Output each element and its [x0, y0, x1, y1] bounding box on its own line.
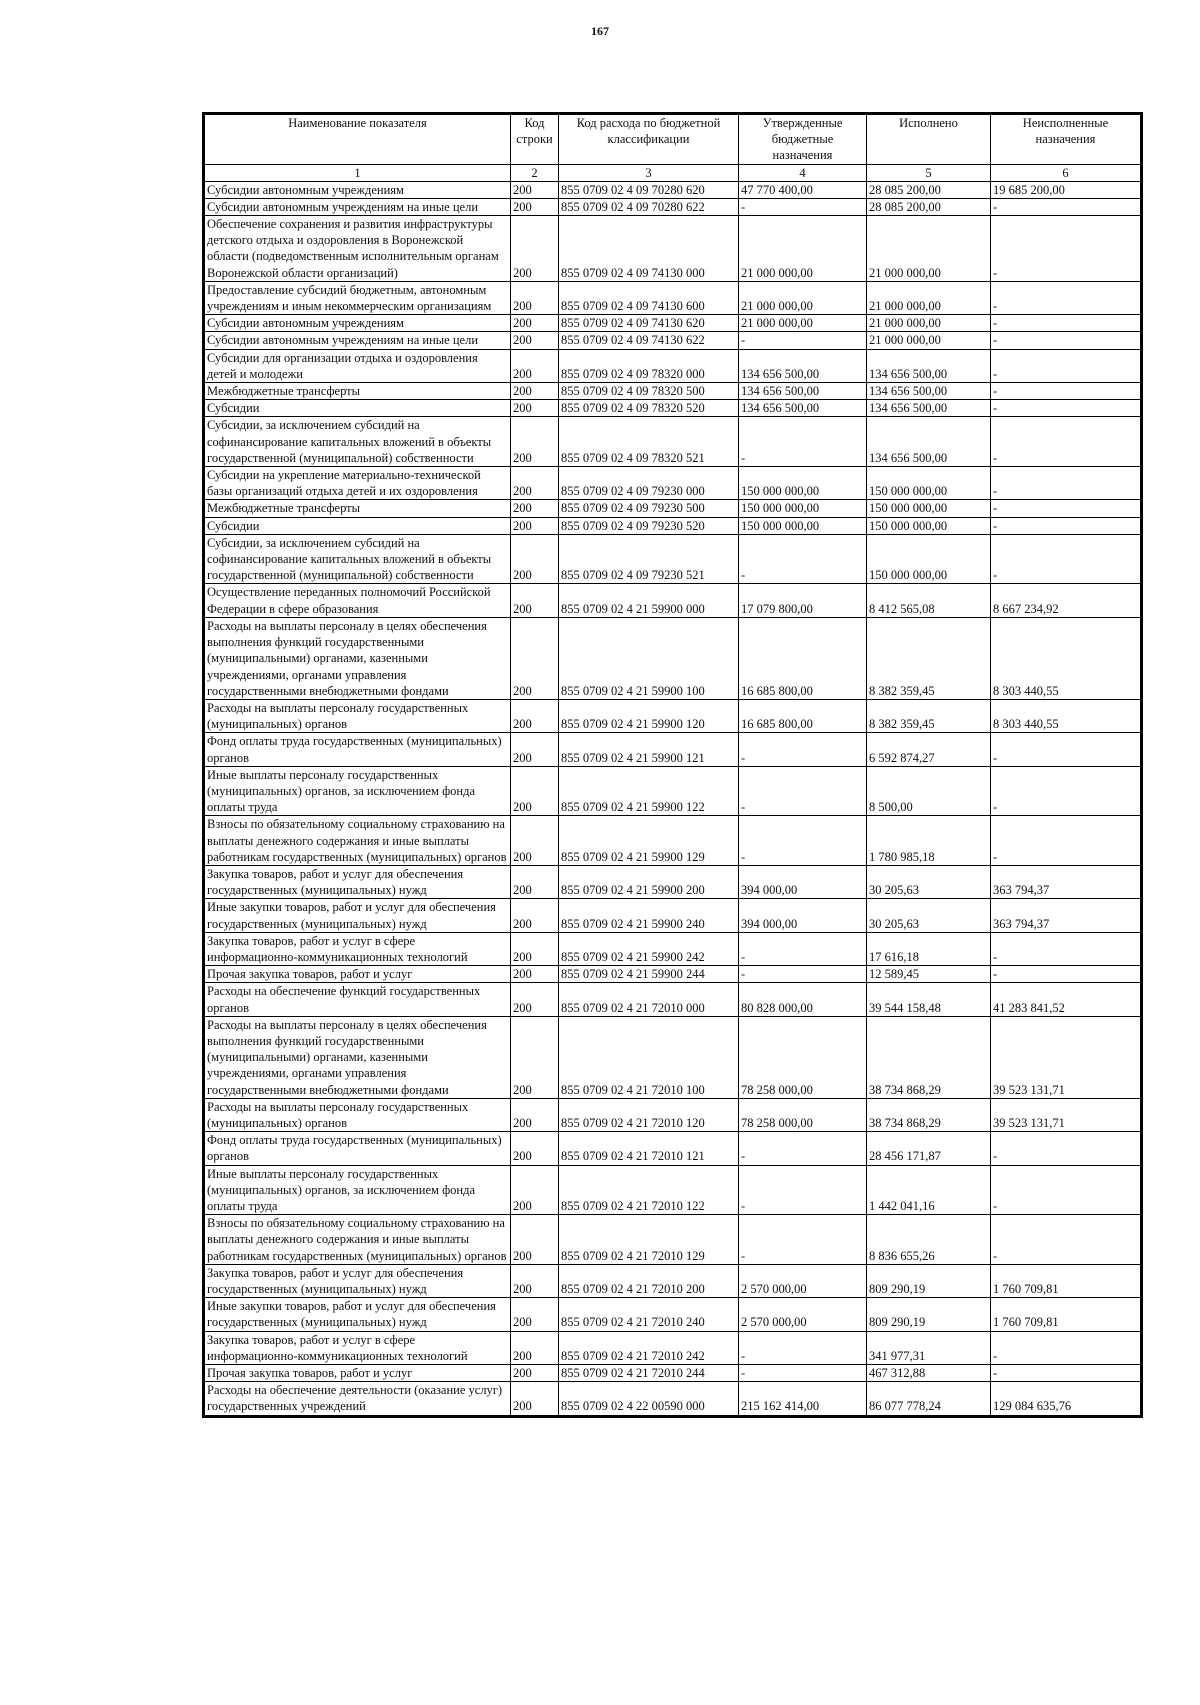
row-name-cell: Субсидии для организации отдыха и оздоровления детей и молодежи — [205, 349, 511, 382]
table-row — [205, 584, 1141, 617]
table-body — [205, 181, 1141, 1415]
table-row — [205, 281, 1141, 314]
row-approved-cell: - — [739, 733, 867, 766]
table-row — [205, 865, 1141, 898]
row-approved-cell: - — [739, 1132, 867, 1165]
row-executed-cell: 1 780 985,18 — [867, 816, 991, 866]
table-row — [205, 332, 1141, 349]
row-executed-cell: 21 000 000,00 — [867, 315, 991, 332]
row-code-cell: 200 — [511, 983, 559, 1016]
header-unexecuted: Неисполненные назначения — [991, 115, 1141, 165]
row-executed-cell: 38 734 868,29 — [867, 1098, 991, 1131]
table-row — [205, 467, 1141, 500]
row-code-cell: 200 — [511, 417, 559, 467]
row-executed-cell: 8 412 565,08 — [867, 584, 991, 617]
row-classification-cell: 855 0709 02 4 09 79230 000 — [559, 467, 739, 500]
row-approved-cell: - — [739, 766, 867, 816]
row-executed-cell: 39 544 158,48 — [867, 983, 991, 1016]
row-code-cell: 200 — [511, 181, 559, 198]
column-number: 5 — [867, 164, 991, 181]
row-executed-cell: 8 836 655,26 — [867, 1215, 991, 1265]
row-code-cell: 200 — [511, 865, 559, 898]
row-approved-cell: 150 000 000,00 — [739, 467, 867, 500]
row-executed-cell: 8 382 359,45 — [867, 699, 991, 732]
row-approved-cell: 16 685 800,00 — [739, 617, 867, 699]
table-row — [205, 198, 1141, 215]
row-approved-cell: 134 656 500,00 — [739, 400, 867, 417]
row-classification-cell: 855 0709 02 4 21 72010 242 — [559, 1331, 739, 1364]
row-code-cell: 200 — [511, 1165, 559, 1215]
table-row — [205, 315, 1141, 332]
table-row — [205, 617, 1141, 699]
row-executed-cell: 809 290,19 — [867, 1298, 991, 1331]
row-code-cell: 200 — [511, 932, 559, 965]
row-classification-cell: 855 0709 02 4 09 74130 622 — [559, 332, 739, 349]
row-executed-cell: 12 589,45 — [867, 966, 991, 983]
row-code-cell: 200 — [511, 584, 559, 617]
row-code-cell: 200 — [511, 1098, 559, 1131]
row-executed-cell: 1 442 041,16 — [867, 1165, 991, 1215]
row-approved-cell: 21 000 000,00 — [739, 281, 867, 314]
row-classification-cell: 855 0709 02 4 22 00590 000 — [559, 1382, 739, 1415]
row-name-cell: Взносы по обязательному социальному страхованию на выплаты денежного содержания и иные выплаты работникам государственных (муниципальных) органов — [205, 1215, 511, 1265]
row-approved-cell: 21 000 000,00 — [739, 315, 867, 332]
row-code-cell: 200 — [511, 733, 559, 766]
row-code-cell: 200 — [511, 1382, 559, 1415]
row-code-cell: 200 — [511, 216, 559, 282]
row-executed-cell: 134 656 500,00 — [867, 383, 991, 400]
row-executed-cell: 341 977,31 — [867, 1331, 991, 1364]
column-number: 4 — [739, 164, 867, 181]
row-approved-cell: 17 079 800,00 — [739, 584, 867, 617]
row-approved-cell: 21 000 000,00 — [739, 216, 867, 282]
row-classification-cell: 855 0709 02 4 21 59900 200 — [559, 865, 739, 898]
row-approved-cell: 150 000 000,00 — [739, 500, 867, 517]
row-unexecuted-cell: 363 794,37 — [991, 899, 1141, 932]
row-classification-cell: 855 0709 02 4 09 74130 600 — [559, 281, 739, 314]
row-classification-cell: 855 0709 02 4 09 74130 000 — [559, 216, 739, 282]
table-row — [205, 1382, 1141, 1415]
row-approved-cell: 150 000 000,00 — [739, 517, 867, 534]
table-row — [205, 181, 1141, 198]
table-row — [205, 383, 1141, 400]
row-classification-cell: 855 0709 02 4 21 59900 100 — [559, 617, 739, 699]
table-row — [205, 1264, 1141, 1297]
row-executed-cell: 28 085 200,00 — [867, 198, 991, 215]
row-name-cell: Субсидии автономным учреждениям — [205, 181, 511, 198]
row-approved-cell: 78 258 000,00 — [739, 1098, 867, 1131]
row-approved-cell: - — [739, 534, 867, 584]
row-classification-cell: 855 0709 02 4 09 74130 620 — [559, 315, 739, 332]
column-number-row — [205, 164, 1141, 181]
row-name-cell: Прочая закупка товаров, работ и услуг — [205, 1365, 511, 1382]
row-name-cell: Расходы на выплаты персоналу государственных (муниципальных) органов — [205, 1098, 511, 1131]
table-row — [205, 699, 1141, 732]
row-unexecuted-cell: - — [991, 1165, 1141, 1215]
table-row — [205, 966, 1141, 983]
row-approved-cell: - — [739, 198, 867, 215]
table-row — [205, 417, 1141, 467]
row-code-cell: 200 — [511, 1264, 559, 1297]
row-code-cell: 200 — [511, 816, 559, 866]
row-classification-cell: 855 0709 02 4 21 72010 000 — [559, 983, 739, 1016]
row-classification-cell: 855 0709 02 4 21 59900 121 — [559, 733, 739, 766]
header-approved: Утвержденные бюджетные назначения — [739, 115, 867, 165]
row-name-cell: Закупка товаров, работ и услуг в сфере информационно-коммуникационных технологий — [205, 932, 511, 965]
row-name-cell: Взносы по обязательному социальному страхованию на выплаты денежного содержания и иные выплаты работникам государственных (муниципальных) органов — [205, 816, 511, 866]
table-row — [205, 349, 1141, 382]
row-executed-cell: 30 205,63 — [867, 899, 991, 932]
table-row — [205, 1331, 1141, 1364]
row-code-cell: 200 — [511, 899, 559, 932]
row-name-cell: Субсидии автономным учреждениям на иные цели — [205, 332, 511, 349]
row-name-cell: Межбюджетные трансферты — [205, 500, 511, 517]
table-row — [205, 1365, 1141, 1382]
row-executed-cell: 809 290,19 — [867, 1264, 991, 1297]
row-name-cell: Закупка товаров, работ и услуг в сфере информационно-коммуникационных технологий — [205, 1331, 511, 1364]
row-classification-cell: 855 0709 02 4 09 78320 521 — [559, 417, 739, 467]
row-code-cell: 200 — [511, 332, 559, 349]
row-executed-cell: 38 734 868,29 — [867, 1016, 991, 1098]
row-approved-cell: 80 828 000,00 — [739, 983, 867, 1016]
row-unexecuted-cell: 8 303 440,55 — [991, 617, 1141, 699]
table-row — [205, 899, 1141, 932]
row-name-cell: Субсидии на укрепление материально-технической базы организаций отдыха детей и их оздоровления — [205, 467, 511, 500]
row-code-cell: 200 — [511, 617, 559, 699]
row-classification-cell: 855 0709 02 4 21 72010 200 — [559, 1264, 739, 1297]
row-unexecuted-cell: - — [991, 332, 1141, 349]
row-unexecuted-cell: - — [991, 733, 1141, 766]
row-unexecuted-cell: - — [991, 1215, 1141, 1265]
row-classification-cell: 855 0709 02 4 09 70280 622 — [559, 198, 739, 215]
table-row — [205, 1098, 1141, 1131]
column-number: 3 — [559, 164, 739, 181]
row-name-cell: Субсидии, за исключением субсидий на софинансирование капитальных вложений в объекты государственной (муниципальной) собственности — [205, 534, 511, 584]
table-row — [205, 766, 1141, 816]
column-number: 2 — [511, 164, 559, 181]
table-row — [205, 216, 1141, 282]
row-executed-cell: 21 000 000,00 — [867, 332, 991, 349]
row-code-cell: 200 — [511, 517, 559, 534]
row-unexecuted-cell: - — [991, 198, 1141, 215]
row-name-cell: Обеспечение сохранения и развития инфраструктуры детского отдыха и оздоровления в Воронежской области (подведомственным исполнительным органам Воронежской области организаций) — [205, 216, 511, 282]
row-classification-cell: 855 0709 02 4 09 79230 521 — [559, 534, 739, 584]
row-unexecuted-cell: - — [991, 500, 1141, 517]
header-classification: Код расхода по бюджетной классификации — [559, 115, 739, 165]
row-unexecuted-cell: 129 084 635,76 — [991, 1382, 1141, 1415]
row-unexecuted-cell: - — [991, 534, 1141, 584]
row-executed-cell: 134 656 500,00 — [867, 417, 991, 467]
row-classification-cell: 855 0709 02 4 21 59900 244 — [559, 966, 739, 983]
table-row — [205, 534, 1141, 584]
table-row — [205, 983, 1141, 1016]
row-unexecuted-cell: 363 794,37 — [991, 865, 1141, 898]
row-name-cell: Субсидии автономным учреждениям на иные цели — [205, 198, 511, 215]
row-code-cell: 200 — [511, 766, 559, 816]
row-approved-cell: - — [739, 1365, 867, 1382]
table-row — [205, 517, 1141, 534]
column-number: 6 — [991, 164, 1141, 181]
table-row — [205, 500, 1141, 517]
row-approved-cell: - — [739, 332, 867, 349]
row-executed-cell: 8 500,00 — [867, 766, 991, 816]
row-unexecuted-cell: - — [991, 816, 1141, 866]
row-name-cell: Иные закупки товаров, работ и услуг для обеспечения государственных (муниципальных) нужд — [205, 1298, 511, 1331]
row-approved-cell: 2 570 000,00 — [739, 1298, 867, 1331]
row-code-cell: 200 — [511, 699, 559, 732]
row-name-cell: Предоставление субсидий бюджетным, автономным учреждениям и иным некоммерческим организациям — [205, 281, 511, 314]
row-unexecuted-cell: - — [991, 1365, 1141, 1382]
row-executed-cell: 134 656 500,00 — [867, 400, 991, 417]
row-code-cell: 200 — [511, 1365, 559, 1382]
row-approved-cell: 78 258 000,00 — [739, 1016, 867, 1098]
table-row — [205, 1215, 1141, 1265]
row-classification-cell: 855 0709 02 4 09 78320 000 — [559, 349, 739, 382]
row-executed-cell: 134 656 500,00 — [867, 349, 991, 382]
row-unexecuted-cell: - — [991, 216, 1141, 282]
row-classification-cell: 855 0709 02 4 21 59900 000 — [559, 584, 739, 617]
row-approved-cell: - — [739, 1215, 867, 1265]
row-classification-cell: 855 0709 02 4 21 72010 240 — [559, 1298, 739, 1331]
row-unexecuted-cell: - — [991, 349, 1141, 382]
row-classification-cell: 855 0709 02 4 21 59900 120 — [559, 699, 739, 732]
row-code-cell: 200 — [511, 1215, 559, 1265]
row-classification-cell: 855 0709 02 4 21 59900 242 — [559, 932, 739, 965]
row-name-cell: Субсидии — [205, 517, 511, 534]
row-approved-cell: 394 000,00 — [739, 899, 867, 932]
header-executed: Исполнено — [867, 115, 991, 165]
row-unexecuted-cell: - — [991, 766, 1141, 816]
row-unexecuted-cell: - — [991, 966, 1141, 983]
row-classification-cell: 855 0709 02 4 09 78320 520 — [559, 400, 739, 417]
row-approved-cell: 47 770 400,00 — [739, 181, 867, 198]
row-classification-cell: 855 0709 02 4 21 72010 121 — [559, 1132, 739, 1165]
row-approved-cell: - — [739, 1165, 867, 1215]
row-unexecuted-cell: - — [991, 417, 1141, 467]
row-classification-cell: 855 0709 02 4 21 59900 122 — [559, 766, 739, 816]
row-executed-cell: 467 312,88 — [867, 1365, 991, 1382]
row-approved-cell: 215 162 414,00 — [739, 1382, 867, 1415]
row-classification-cell: 855 0709 02 4 21 59900 240 — [559, 899, 739, 932]
column-number: 1 — [205, 164, 511, 181]
row-code-cell: 200 — [511, 1298, 559, 1331]
row-executed-cell: 150 000 000,00 — [867, 467, 991, 500]
row-approved-cell: - — [739, 816, 867, 866]
row-unexecuted-cell: - — [991, 281, 1141, 314]
row-unexecuted-cell: 39 523 131,71 — [991, 1016, 1141, 1098]
row-executed-cell: 6 592 874,27 — [867, 733, 991, 766]
row-code-cell: 200 — [511, 349, 559, 382]
row-name-cell: Расходы на обеспечение функций государственных органов — [205, 983, 511, 1016]
row-code-cell: 200 — [511, 500, 559, 517]
row-executed-cell: 28 456 171,87 — [867, 1132, 991, 1165]
row-unexecuted-cell: - — [991, 383, 1141, 400]
table-row — [205, 816, 1141, 866]
row-code-cell: 200 — [511, 1331, 559, 1364]
table-row — [205, 1132, 1141, 1165]
row-unexecuted-cell: 8 303 440,55 — [991, 699, 1141, 732]
row-executed-cell: 28 085 200,00 — [867, 181, 991, 198]
row-name-cell: Иные выплаты персоналу государственных (муниципальных) органов, за исключением фонда оплаты труда — [205, 766, 511, 816]
row-approved-cell: - — [739, 417, 867, 467]
row-name-cell: Расходы на выплаты персоналу в целях обеспечения выполнения функций государственными (муниципальными) органами, казенными учреждениями, органами управления государственными внебюджетными фондами — [205, 1016, 511, 1098]
row-classification-cell: 855 0709 02 4 09 79230 500 — [559, 500, 739, 517]
row-classification-cell: 855 0709 02 4 09 70280 620 — [559, 181, 739, 198]
row-classification-cell: 855 0709 02 4 09 79230 520 — [559, 517, 739, 534]
row-approved-cell: 2 570 000,00 — [739, 1264, 867, 1297]
table-row — [205, 1298, 1141, 1331]
row-unexecuted-cell: 19 685 200,00 — [991, 181, 1141, 198]
row-executed-cell: 150 000 000,00 — [867, 534, 991, 584]
row-unexecuted-cell: - — [991, 932, 1141, 965]
row-code-cell: 200 — [511, 966, 559, 983]
row-name-cell: Субсидии, за исключением субсидий на софинансирование капитальных вложений в объекты государственной (муниципальной) собственности — [205, 417, 511, 467]
row-name-cell: Межбюджетные трансферты — [205, 383, 511, 400]
row-approved-cell: 134 656 500,00 — [739, 383, 867, 400]
row-unexecuted-cell: - — [991, 1331, 1141, 1364]
row-name-cell: Иные выплаты персоналу государственных (муниципальных) органов, за исключением фонда оплаты труда — [205, 1165, 511, 1215]
row-name-cell: Закупка товаров, работ и услуг для обеспечения государственных (муниципальных) нужд — [205, 865, 511, 898]
row-executed-cell: 150 000 000,00 — [867, 517, 991, 534]
table-row — [205, 733, 1141, 766]
row-code-cell: 200 — [511, 198, 559, 215]
page-number: 167 — [591, 24, 609, 38]
row-code-cell: 200 — [511, 1016, 559, 1098]
row-code-cell: 200 — [511, 383, 559, 400]
row-name-cell: Фонд оплаты труда государственных (муниципальных) органов — [205, 1132, 511, 1165]
row-unexecuted-cell: - — [991, 517, 1141, 534]
row-approved-cell: 16 685 800,00 — [739, 699, 867, 732]
row-approved-cell: - — [739, 966, 867, 983]
row-classification-cell: 855 0709 02 4 21 59900 129 — [559, 816, 739, 866]
row-classification-cell: 855 0709 02 4 09 78320 500 — [559, 383, 739, 400]
table-row — [205, 932, 1141, 965]
header-name: Наименование показателя — [205, 115, 511, 165]
row-classification-cell: 855 0709 02 4 21 72010 244 — [559, 1365, 739, 1382]
row-executed-cell: 150 000 000,00 — [867, 500, 991, 517]
row-name-cell: Прочая закупка товаров, работ и услуг — [205, 966, 511, 983]
row-approved-cell: - — [739, 932, 867, 965]
row-unexecuted-cell: 41 283 841,52 — [991, 983, 1141, 1016]
row-approved-cell: - — [739, 1331, 867, 1364]
row-unexecuted-cell: - — [991, 467, 1141, 500]
row-name-cell: Расходы на обеспечение деятельности (оказание услуг) государственных учреждений — [205, 1382, 511, 1415]
row-approved-cell: 394 000,00 — [739, 865, 867, 898]
row-code-cell: 200 — [511, 281, 559, 314]
row-classification-cell: 855 0709 02 4 21 72010 120 — [559, 1098, 739, 1131]
row-executed-cell: 8 382 359,45 — [867, 617, 991, 699]
row-code-cell: 200 — [511, 1132, 559, 1165]
table-row — [205, 400, 1141, 417]
row-name-cell: Расходы на выплаты персоналу в целях обеспечения выполнения функций государственными (муниципальными) органами, казенными учреждениями, органами управления государственными внебюджетными фондами — [205, 617, 511, 699]
row-unexecuted-cell: 1 760 709,81 — [991, 1298, 1141, 1331]
row-approved-cell: 134 656 500,00 — [739, 349, 867, 382]
row-executed-cell: 17 616,18 — [867, 932, 991, 965]
row-name-cell: Фонд оплаты труда государственных (муниципальных) органов — [205, 733, 511, 766]
row-unexecuted-cell: 39 523 131,71 — [991, 1098, 1141, 1131]
row-name-cell: Расходы на выплаты персоналу государственных (муниципальных) органов — [205, 699, 511, 732]
header-row — [205, 115, 1141, 165]
row-unexecuted-cell: 1 760 709,81 — [991, 1264, 1141, 1297]
row-unexecuted-cell: 8 667 234,92 — [991, 584, 1141, 617]
row-classification-cell: 855 0709 02 4 21 72010 100 — [559, 1016, 739, 1098]
row-classification-cell: 855 0709 02 4 21 72010 129 — [559, 1215, 739, 1265]
row-code-cell: 200 — [511, 534, 559, 584]
table-row — [205, 1016, 1141, 1098]
row-name-cell: Закупка товаров, работ и услуг для обеспечения государственных (муниципальных) нужд — [205, 1264, 511, 1297]
row-unexecuted-cell: - — [991, 315, 1141, 332]
table-row — [205, 1165, 1141, 1215]
row-name-cell: Субсидии автономным учреждениям — [205, 315, 511, 332]
row-code-cell: 200 — [511, 315, 559, 332]
budget-execution-table — [204, 114, 1141, 1416]
row-name-cell: Субсидии — [205, 400, 511, 417]
header-row-code: Код строки — [511, 115, 559, 165]
row-executed-cell: 30 205,63 — [867, 865, 991, 898]
row-executed-cell: 21 000 000,00 — [867, 281, 991, 314]
row-unexecuted-cell: - — [991, 400, 1141, 417]
row-name-cell: Иные закупки товаров, работ и услуг для обеспечения государственных (муниципальных) нужд — [205, 899, 511, 932]
row-executed-cell: 21 000 000,00 — [867, 216, 991, 282]
row-classification-cell: 855 0709 02 4 21 72010 122 — [559, 1165, 739, 1215]
row-code-cell: 200 — [511, 467, 559, 500]
row-executed-cell: 86 077 778,24 — [867, 1382, 991, 1415]
row-unexecuted-cell: - — [991, 1132, 1141, 1165]
row-name-cell: Осуществление переданных полномочий Российской Федерации в сфере образования — [205, 584, 511, 617]
row-code-cell: 200 — [511, 400, 559, 417]
